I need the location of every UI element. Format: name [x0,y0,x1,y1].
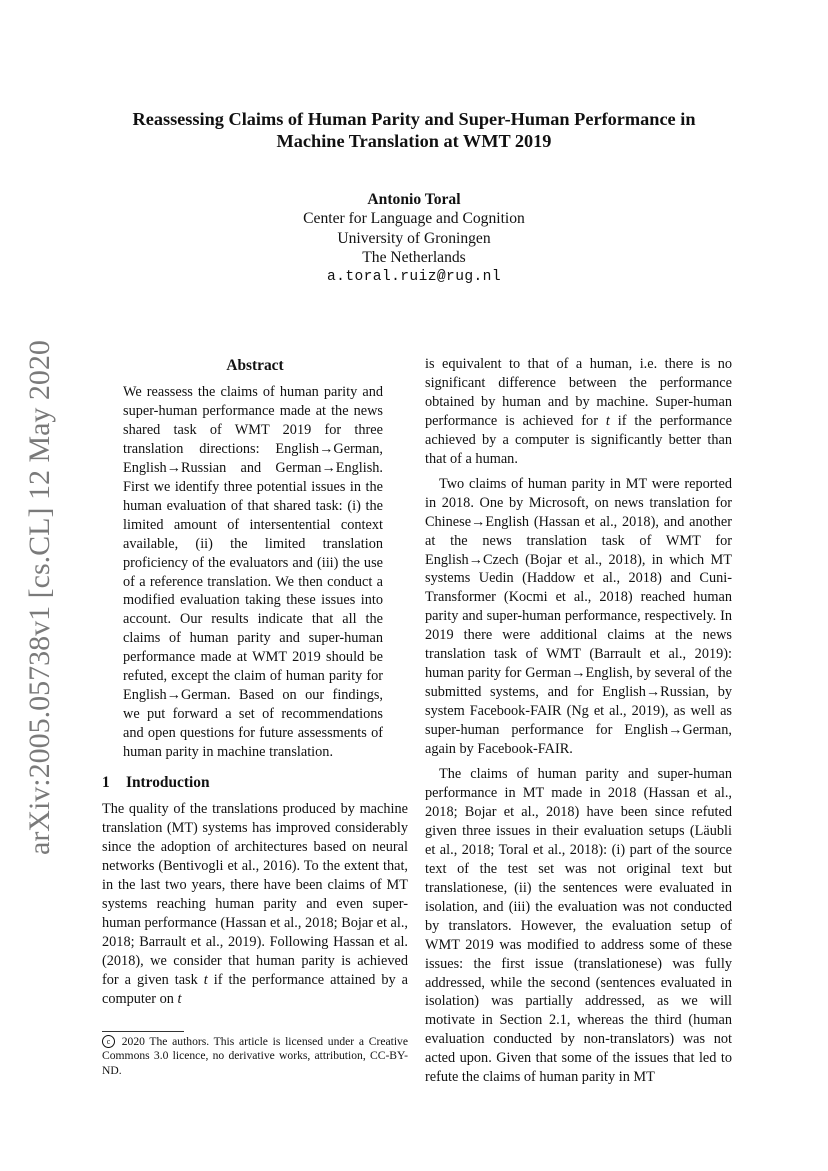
section-heading-introduction [102,772,408,794]
right-column [425,355,732,1087]
affiliation-line-1: Center for Language and Cognition [303,210,525,228]
abstract-text: We reassess the claims of human parity and super-human performance made at the news shared task of WMT 2019 for three translation directions: English→German, English→Russian and German→English. First we identify three potential issues in the human evaluation of that shared task: (i) the limited amount of intersentential context available, (ii) the limited translation proficiency of the evaluators and (iii) the use of a reference translation. We then conduct a modified evaluation taking these issues into account. Our results indicate that all the claims of human parity and super-human performance made at WMT 2019 should be refuted, except the claim of human parity for English→German. Based on our findings, we put forward a set of recommendations and open questions for future assessments of human parity in machine translation. [123,384,383,761]
author-name: Antonio Toral [367,191,461,208]
title-line-2: Machine Translation at WMT 2019 [276,131,552,151]
copyright-icon: c [102,1035,115,1048]
intro-p1-part-d: if the performance achieved by a computer is significantly better than that of a human. [425,412,732,467]
intro-p1-part-c: is equivalent to that of a human, i.e. there is no significant difference between the performance obtained by human and by machine. Super-human performance is achieved for [425,356,732,429]
task-variable: t [177,990,182,1007]
footnote-text: 2020 The authors. This article is licensed under a Creative Commons 3.0 licence, no derivative works, attribution, CC-BY-ND. [102,1035,409,1077]
intro-paragraph-3: The claims of human parity and super-human performance in MT made in 2018 (Hassan et al., 2018; Bojar et al., 2018) have been since refuted given three issues in their evaluation setups (Läubli et al., 2018; Toral et al., 2018): (i) part of the source text of the test set was not original text but translationese, (ii) the sentences were evaluated in isolation, and (iii) the evaluation was not conducted by translators. However, the evaluation setup of WMT 2019 was modified to address some of these issues: the first issue (translationese) was fully addressed, while the second (sentences evaluated in isolation) was partially addressed, as we will motivate in Section 2.1, whereas the third (human evaluation conducted by non-translators) was not acted upon. Given that some of the issues that led to refute the claims of human parity in MT [425,766,732,1086]
arxiv-identifier: arXiv:2005.05738v1 [cs.CL] 12 May 2020 [23,340,56,855]
author-email[interactable]: a.toral.ruiz@rug.nl [327,268,501,285]
intro-paragraph-2: Two claims of human parity in MT were reported in 2018. One by Microsoft, on news translation for Chinese→English (Hassan et al., 2018), and another at the news translation task of WMT for English→Czech (Bojar et al., 2018), in which MT systems Uedin (Haddow et al., 2018) and Cuni-Transformer (Kocmi et al., 2018) reached human parity and super-human performance, respectively. In 2019 there were additional claims at the news translation task of WMT (Barrault et al., 2019): human parity for German→English, by several of the submitted systems, and for English→Russian, by system Facebook-FAIR (Ng et al., 2019), as well as super-human performance for English→German, again by Facebook-FAIR. [425,475,732,758]
paper-title [0,108,828,152]
title-line-1: Reassessing Claims of Human Parity and Super-Human Performance in [132,109,696,129]
abstract-heading: Abstract [226,357,284,374]
footnote [102,1035,408,1078]
left-column [102,355,408,1009]
intro-p1-part-b: if the performance attained by a computer on [102,971,408,1007]
section-title: Introduction [126,774,210,792]
affiliation-line-3: The Netherlands [362,249,466,267]
section-number: 1 [102,774,110,792]
task-variable: t [605,412,610,429]
intro-paragraph-1-continued [425,355,732,469]
affiliation-line-2: University of Groningen [337,229,491,247]
intro-paragraph-1 [102,800,408,1008]
footnote-divider [102,1031,184,1032]
intro-p1-part-a: The quality of the translations produced by machine translation (MT) systems has improved considerably since the adoption of architectures based on neural networks (Bentivogli et al., 2016). To the extent that, in the last two years, there have been claims of MT systems reaching human parity and even super-human performance (Hassan et al., 2018; Bojar et al., 2018; Barrault et al., 2019). Following Hassan et al. (2018), we consider that human parity is achieved for a given task [102,801,408,988]
author-block [0,190,828,287]
task-variable: t [203,971,208,988]
